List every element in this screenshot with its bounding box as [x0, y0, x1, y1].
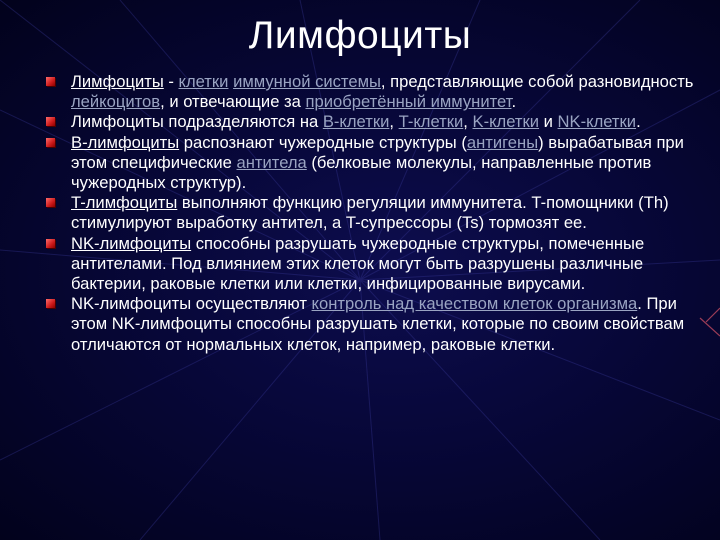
hyperlink[interactable]: контроль над качеством клеток организма [311, 294, 638, 314]
bullet-text: и [539, 112, 558, 132]
bullet-item [44, 72, 694, 112]
bullet-text: . При этом NK-лимфоциты способны разрушать клетки, которые по своим свойствам отличаются от нормальных клеток, например, раковые клетки. [71, 294, 685, 354]
hyperlink[interactable]: приобретённый иммунитет [305, 92, 512, 112]
bullet-square-icon [46, 198, 55, 207]
bullet-square-icon [46, 138, 55, 147]
bullet-item [44, 294, 694, 355]
bullet-square-icon [46, 77, 55, 86]
bullet-item [44, 234, 694, 295]
hyperlink[interactable]: антитела [236, 152, 307, 172]
bullet-item [44, 193, 694, 233]
bullet-list [44, 72, 694, 355]
bullet-text: , и отвечающие за [160, 92, 306, 112]
bullet-item [44, 133, 694, 194]
bullet-text: NK-лимфоциты осуществляют [71, 294, 312, 314]
bullet-text: , [463, 112, 473, 132]
bullet-text: ) вырабатывая при этом специфические [71, 132, 684, 172]
bullet-text: Лимфоциты подразделяются на [71, 112, 323, 132]
bullet-text: - [163, 72, 179, 91]
hyperlink[interactable]: B-лимфоциты [71, 132, 180, 152]
hyperlink[interactable]: лейкоцитов [71, 92, 161, 112]
bullet-text: способны разрушать чужеродные структуры, помеченные антителами. Под влиянием этих клеток могут быть разрушены различные бактерии, раковые клетки или клетки, инфицированные вирусами. [71, 233, 645, 294]
hyperlink[interactable]: Лимфоциты [71, 72, 164, 91]
bullet-text: распознают чужеродные структуры ( [179, 132, 467, 152]
bullet-text: . [511, 92, 517, 112]
hyperlink[interactable]: B-клетки [322, 112, 390, 132]
bullet-text: , представляющие собой разновидность [380, 72, 694, 91]
hyperlink[interactable]: клетки [178, 72, 229, 91]
bullet-text: выполняют функцию регуляции иммунитета. T-помощники (Th) стимулируют выработку антител, а T-супрессоры (Ts) тормозят ее. [71, 193, 669, 233]
hyperlink[interactable]: иммунной системы [233, 72, 381, 91]
bullet-square-icon [46, 117, 55, 126]
hyperlink[interactable]: T-клетки [398, 112, 464, 132]
slide-title: Лимфоциты [248, 14, 472, 57]
hyperlink[interactable]: K-клетки [472, 112, 540, 132]
hyperlink[interactable]: NK-клетки [557, 112, 637, 132]
hyperlink[interactable]: NK-лимфоциты [71, 233, 192, 253]
bullet-text: , [389, 112, 399, 132]
bullet-text: (белковые молекулы, направленные против чужеродных структур). [71, 152, 652, 193]
bullet-square-icon [46, 239, 55, 248]
bullet-item [44, 112, 694, 132]
bullet-square-icon [46, 299, 55, 308]
hyperlink[interactable]: T-лимфоциты [71, 193, 178, 213]
hyperlink[interactable]: антигены [466, 132, 539, 152]
bullet-text: . [636, 112, 641, 132]
